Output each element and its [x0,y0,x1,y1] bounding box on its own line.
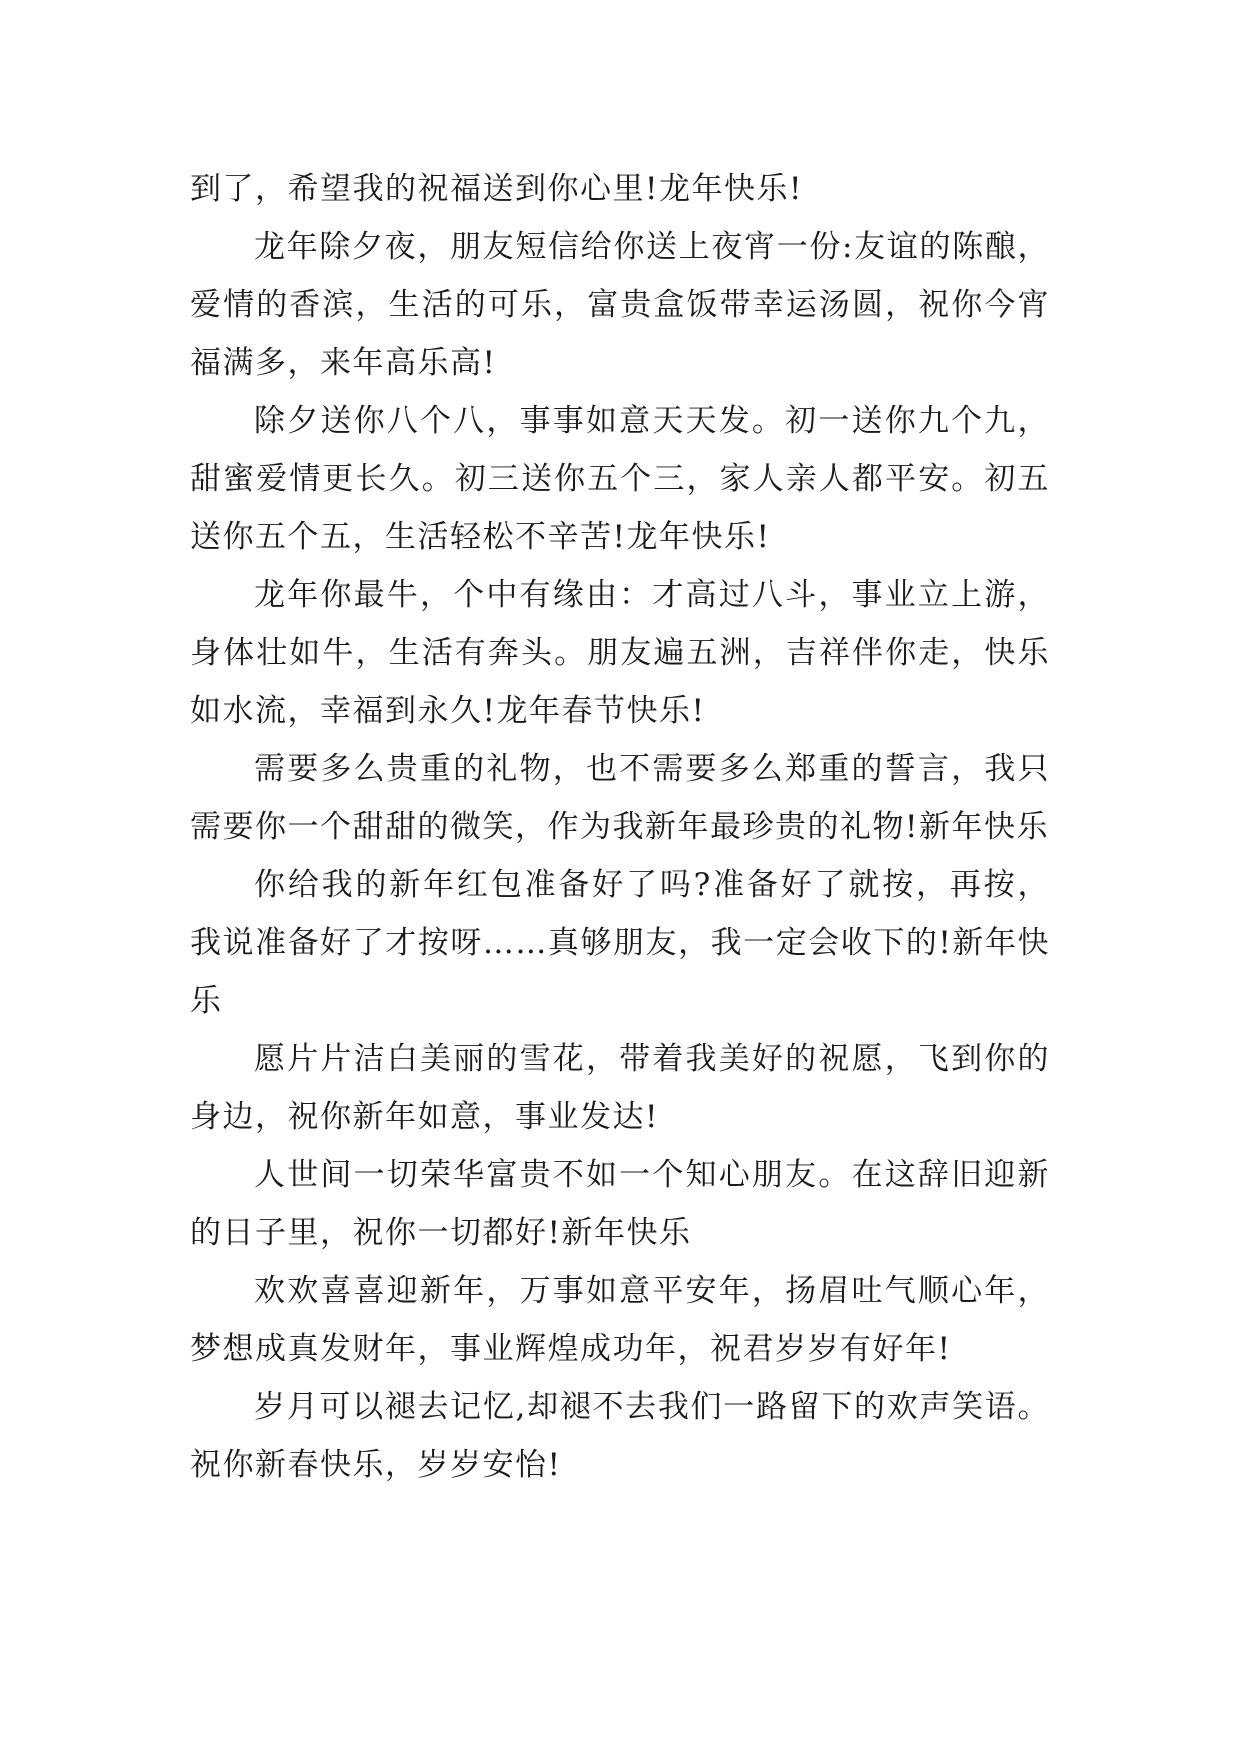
paragraph: 愿片片洁白美丽的雪花，带着我美好的祝愿，飞到你的身边，祝你新年如意，事业发达! [190,1041,1050,1135]
document-body [190,160,1050,1494]
paragraph: 欢欢喜喜迎新年，万事如意平安年，扬眉吐气顺心年，梦想成真发财年，事业辉煌成功年，祝君岁岁有好年! [190,1273,1050,1367]
paragraph: 你给我的新年红包准备好了吗?准备好了就按，再按，我说准备好了才按呀……真够朋友，我一定会收下的!新年快乐 [190,867,1050,1019]
paragraph: 人世间一切荣华富贵不如一个知心朋友。在这辞旧迎新的日子里，祝你一切都好!新年快乐 [190,1157,1050,1251]
paragraph: 岁月可以褪去记忆,却褪不去我们一路留下的欢声笑语。祝你新春快乐，岁岁安怡! [190,1389,1050,1483]
paragraph: 需要多么贵重的礼物，也不需要多么郑重的誓言，我只需要你一个甜甜的微笑，作为我新年最珍贵的礼物!新年快乐 [190,751,1050,845]
paragraph: 除夕送你八个八，事事如意天天发。初一送你九个九，甜蜜爱情更长久。初三送你五个三，家人亲人都平安。初五送你五个五，生活轻松不辛苦!龙年快乐! [190,403,1050,555]
paragraph: 龙年你最牛，个中有缘由：才高过八斗，事业立上游，身体壮如牛，生活有奔头。朋友遍五洲，吉祥伴你走，快乐如水流，幸福到永久!龙年春节快乐! [190,577,1050,729]
paragraph: 龙年除夕夜，朋友短信给你送上夜宵一份:友谊的陈酿，爱情的香滨，生活的可乐，富贵盒饭带幸运汤圆，祝你今宵福满多，来年高乐高! [190,229,1050,381]
paragraph-continued: 到了，希望我的祝福送到你心里!龙年快乐! [190,171,803,207]
